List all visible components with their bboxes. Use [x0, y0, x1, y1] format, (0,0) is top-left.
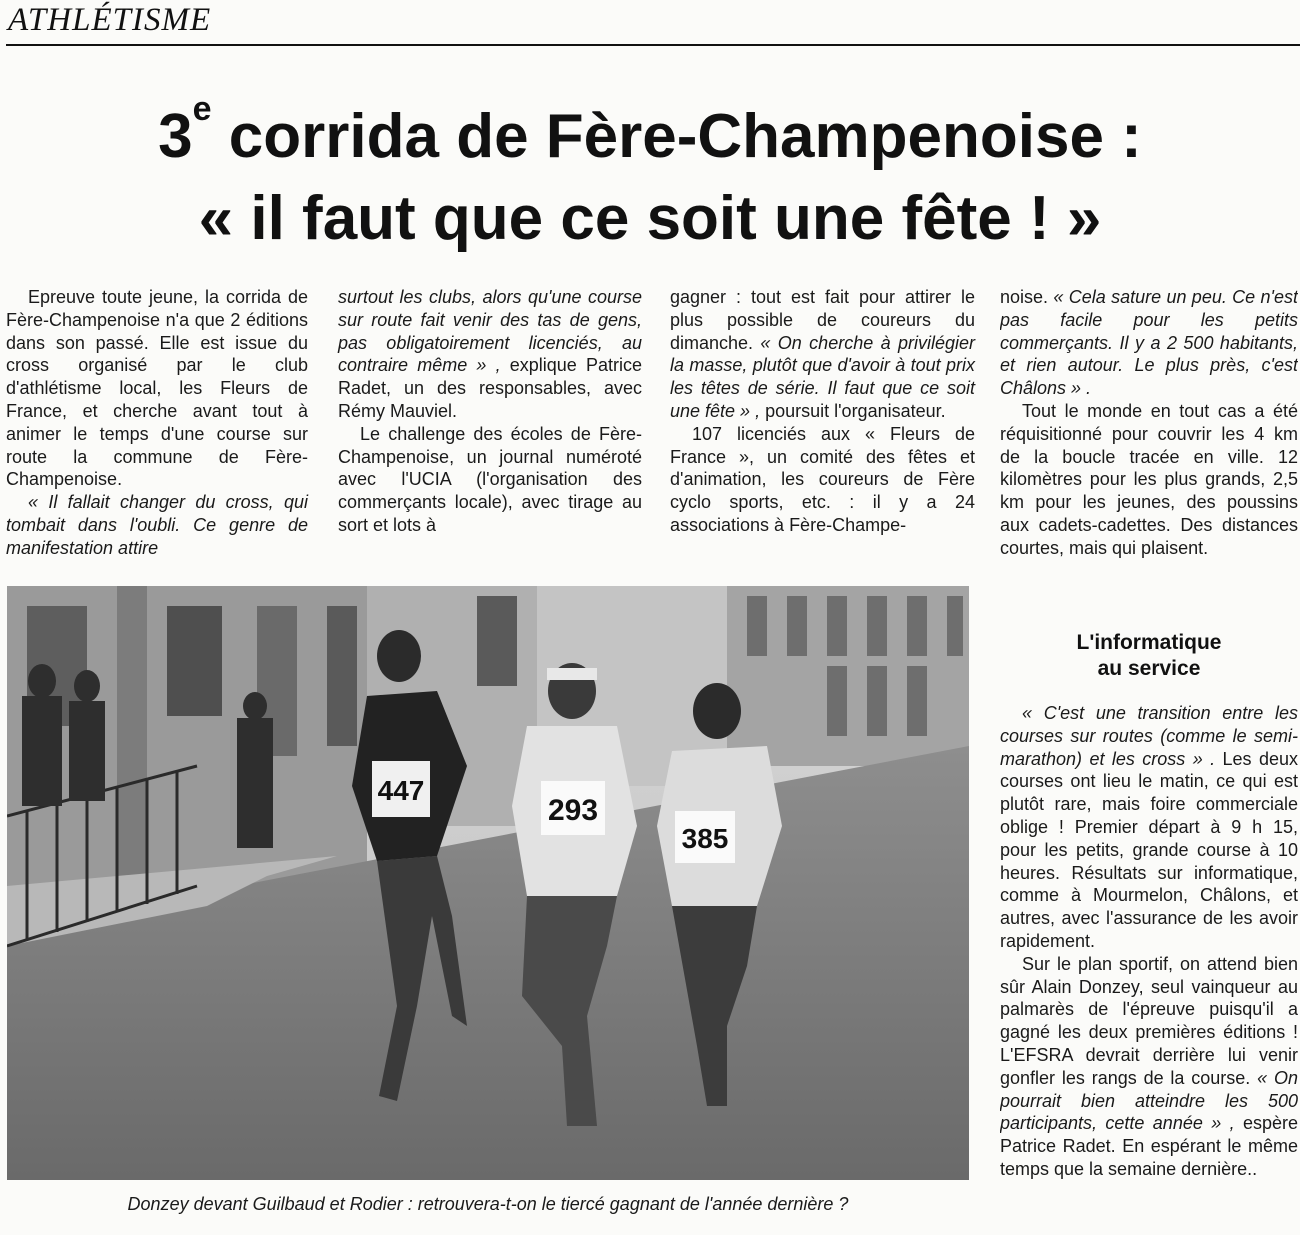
body-text: Sur le plan sportif, on attend bien sûr Alain Donzey, seul vainqueur au palmarès de l'épreuve puisqu'il a gagné les deux premières éditions ! L'EFSRA devrait derrière lui venir gonfler les rangs de la course.	[1000, 953, 1298, 1088]
body-text: Epreuve toute jeune, la corrida de Fère-Champenoise n'a que 2 éditions dans son passé. Elle est issue du cross organisé par le club d'athlétisme local, les Fleurs de France, et cherche avant tout à animer le temps d'une course sur route la commune de Fère-Champenoise.	[6, 287, 308, 490]
article-column-4	[1000, 286, 1298, 560]
article-paragraph	[670, 286, 975, 423]
article-column-1	[6, 286, 308, 560]
article-paragraph	[6, 286, 308, 491]
headline-line-1: 3e corrida de Fère-Champenoise :	[158, 90, 1142, 171]
article-paragraph	[1000, 953, 1298, 1181]
article-column-4-continued	[1000, 702, 1298, 1181]
quote-text: « C'est une transition entre les courses sur routes (comme le semi-marathon) et les cross » .	[1000, 703, 1298, 769]
body-text: Tout le monde en tout cas a été réquisitionné pour couvrir les 4 km de la boucle tracée en ville. 12 kilomètres pour les plus grands, 2,5 km pour les jeunes, des poussins aux cadets-cadettes. Des distances courtes, mais qui plaisent.	[1000, 400, 1298, 558]
body-text: poursuit l'organisateur.	[760, 400, 946, 421]
rubric-rule	[6, 44, 1300, 46]
runner-bib-385: 385	[681, 823, 729, 854]
body-text: explique Patrice Radet, un des responsables, avec Rémy Mauviel.	[338, 355, 642, 421]
race-photo	[7, 586, 969, 1180]
article-paragraph	[6, 491, 308, 559]
article-column-2	[338, 286, 642, 537]
article-paragraph	[1000, 702, 1298, 953]
quote-text: « Il fallait changer du cross, qui tombait dans l'oubli. Ce genre de manifestation attire	[6, 492, 308, 558]
quote-text: surtout les clubs, alors qu'une course sur route fait venir des tas de gens, pas obligatoirement licenciés, au contraire même » ,	[338, 287, 642, 376]
subhead: L'informatique au service	[1076, 631, 1222, 680]
article-paragraph	[1000, 286, 1298, 400]
article-paragraph	[1000, 400, 1298, 560]
quote-text: « Cela sature un peu. Ce n'est pas facile pour les petits commerçants. Il y a 2 500 habitants, et rien autour. Le plus près, c'est Châlons » .	[1000, 287, 1298, 399]
article-column-3	[670, 286, 975, 537]
article-paragraph	[338, 423, 642, 537]
body-text: gagner : tout est fait pour attirer le plus possible de coureurs du dimanche.	[670, 287, 975, 353]
quote-text: « On pourrait bien atteindre les 500 participants, cette année » ,	[1000, 1067, 1298, 1134]
body-text: Les deux courses ont lieu le matin, ce qui est plutôt rare, mais foire commerciale oblige ! Premier départ à 9 h 15, pour les petits, grande course à 10 heures. Résultats sur informatique, comme à Mourmelon, Châlons, et autres, avec l'assurance de les avoir rapidement.	[1000, 748, 1298, 951]
headline-line-2: « il faut que ce soit une fête ! »	[198, 184, 1102, 253]
headline	[0, 90, 1300, 260]
runner-bib-447: 447	[377, 775, 425, 806]
section-rubric: ATHLÉTISME	[8, 2, 212, 38]
body-text: espère Patrice Radet. En espérant le même temps que la semaine dernière..	[1000, 1113, 1298, 1179]
race-photo-drawing	[7, 586, 969, 1180]
article-paragraph	[670, 423, 975, 537]
body-text: noise.	[1000, 287, 1054, 307]
body-text: Le challenge des écoles de Fère-Champenoise, un journal numéroté avec l'UCIA (l'organisation des commerçants locale), avec tirage au sort et lots à	[338, 423, 642, 535]
quote-text: « On cherche à privilégier la masse, plutôt que d'avoir à tout prix les têtes de série. Il faut que ce soit une fête » ,	[670, 332, 975, 421]
body-text: 107 licenciés aux « Fleurs de France », un comité des fêtes et d'animation, les coureurs de Fère cyclo sports, etc. : il y a 24 associations à Fère-Champe-	[670, 423, 975, 535]
article-paragraph	[338, 286, 642, 423]
photo-caption: Donzey devant Guilbaud et Rodier : retrouvera-t-on le tiercé gagnant de l'année dernière ?	[127, 1194, 849, 1214]
runner-bib-293: 293	[547, 794, 599, 827]
